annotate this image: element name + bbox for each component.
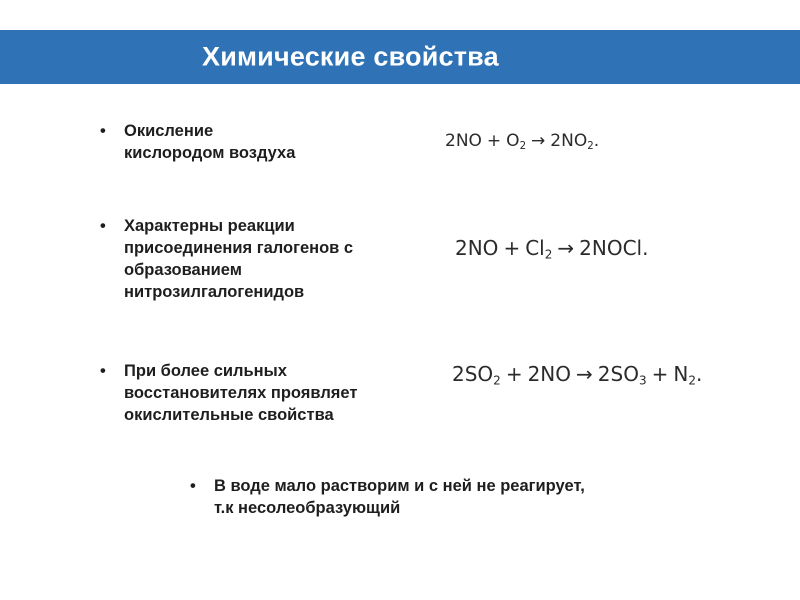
bullet-text [214,475,585,519]
bullet-line: присоединения галогенов с [124,239,354,257]
bullet-line: кислородом воздуха [124,144,296,162]
bullet-text [124,215,353,303]
title-bar [0,30,800,84]
reactant: 2NO [527,362,572,386]
subscript: 2 [519,141,527,153]
bullet-line: т.к несолеобразующий [214,499,401,517]
bullet-line: Характерны реакции [124,217,295,235]
reactant: 2SO [452,362,494,386]
bullet-line: образованием [124,261,242,279]
plus-sign: + [503,236,521,260]
reactant: Cl [525,236,545,260]
equation-no-chlorine [455,236,648,260]
equation-no-oxygen [445,131,599,151]
bullet-dot-icon: • [100,362,106,380]
period: . [642,236,649,260]
product: N [673,362,689,386]
reactant: 2NO [445,131,482,151]
plus-sign: + [505,362,523,386]
product: 2NO [550,131,588,151]
period: . [695,362,703,386]
period: . [593,131,600,151]
arrow-icon: → [557,236,575,260]
plus-sign: + [651,362,669,386]
product: 2NOCl [579,236,643,260]
page-title: Химические свойства [202,41,499,72]
bullet-line: нитрозилгалогенидов [124,283,305,301]
arrow-icon: → [576,362,593,386]
bullet-line: В воде мало растворим и с ней не реагирует, [214,477,585,495]
reactant: O [506,131,520,151]
bullet-line: Окисление [124,122,214,140]
bullet-text [124,360,357,426]
bullet-dot-icon: • [190,477,196,495]
bullet-line: окислительные свойства [124,406,334,424]
subscript: 2 [587,141,594,153]
subscript: 3 [638,373,647,388]
bullet-line: восстановителях проявляет [124,384,358,402]
arrow-icon: → [531,131,546,151]
product: 2SO [597,362,639,386]
equation-so2-no [452,362,702,386]
bullet-dot-icon: • [100,217,106,235]
subscript: 2 [544,247,553,262]
bullet-line: При более сильных [124,362,287,380]
reactant: 2NO [455,236,499,260]
plus-sign: + [486,131,502,151]
bullet-dot-icon: • [100,122,106,140]
bullet-text [124,120,295,164]
subscript: 2 [493,373,501,388]
subscript: 2 [688,373,696,388]
